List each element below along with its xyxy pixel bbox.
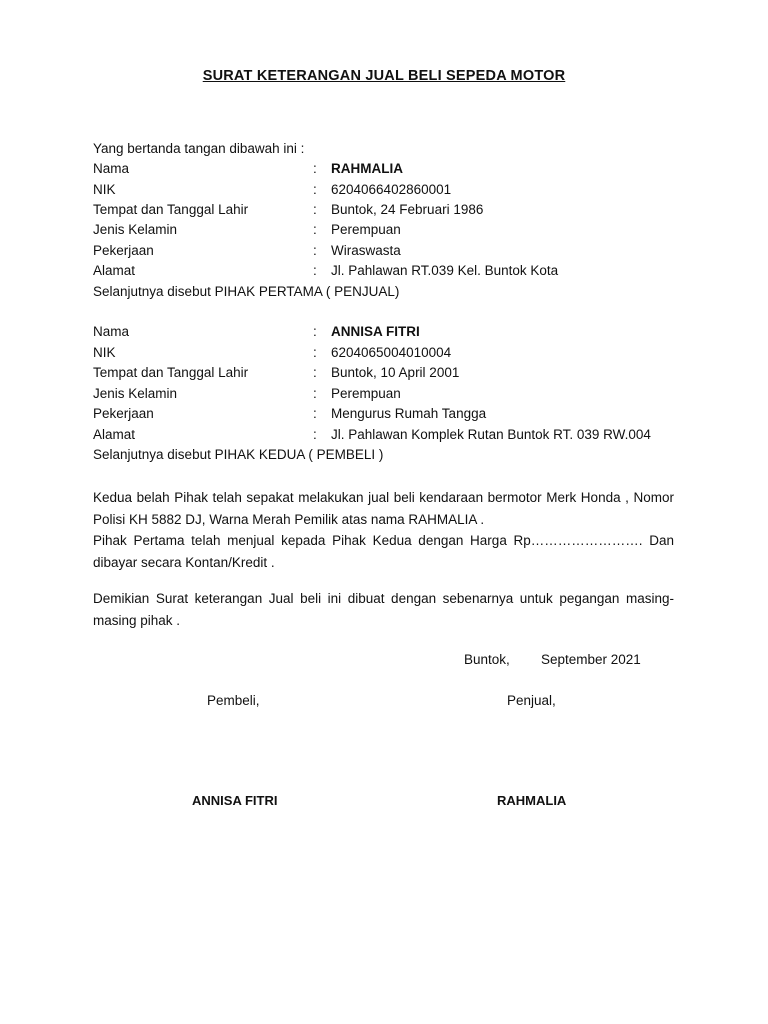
field-colon: :	[313, 161, 317, 176]
field-value: RAHMALIA	[331, 161, 403, 176]
agreement-price-line: Pihak Pertama telah menjual kepada Pihak Kedua dengan Harga Rp……………………. Dan	[93, 533, 674, 548]
field-value: Wiraswasta	[331, 243, 401, 258]
closing-paragraph: Demikian Surat keterangan Jual beli ini dibuat dengan sebenarnya untuk pegangan masing-masing pihak .	[93, 591, 674, 628]
buyer-name: ANNISA FITRI	[192, 793, 278, 808]
field-colon: :	[313, 386, 317, 401]
party2-row-ttl	[93, 363, 683, 383]
field-value: Buntok, 24 Februari 1986	[331, 202, 484, 217]
closing-section	[93, 588, 674, 632]
buyer-signature-label: Pembeli,	[207, 693, 260, 708]
seller-signature-label: Penjual,	[507, 693, 556, 708]
agreement-section	[93, 487, 674, 573]
party1-row-gender	[93, 220, 683, 240]
field-label: Pekerjaan	[93, 243, 154, 258]
field-label: Nama	[93, 324, 130, 339]
field-value: Buntok, 10 April 2001	[331, 365, 460, 380]
date: September 2021	[541, 652, 641, 667]
field-colon: :	[313, 365, 317, 380]
party2-row-nama	[93, 322, 683, 342]
agreement-paragraph: Kedua belah Pihak telah sepakat melakukan jual beli kendaraan bermotor Merk Honda , Nomor Polisi KH 5882 DJ, Warna Merah Pemilik atas nama RAHMALIA .	[93, 490, 674, 527]
field-colon: :	[313, 324, 317, 339]
field-colon: :	[313, 202, 317, 217]
party1-row-address	[93, 261, 683, 281]
field-label: Alamat	[93, 427, 136, 442]
party1-row-ttl	[93, 200, 683, 220]
field-value: 6204066402860001	[331, 182, 452, 197]
party2-row-address	[93, 425, 683, 445]
party1-row-nik	[93, 180, 683, 200]
field-label: Jenis Kelamin	[93, 222, 178, 237]
party1-designation: Selanjutnya disebut PIHAK PERTAMA ( PENJUAL)	[93, 284, 400, 299]
field-colon: :	[313, 406, 317, 421]
field-value: ANNISA FITRI	[331, 324, 420, 339]
party2-row-gender	[93, 384, 683, 404]
field-label: Pekerjaan	[93, 406, 154, 421]
field-label: Nama	[93, 161, 130, 176]
party2-row-nik	[93, 343, 683, 363]
seller-name: RAHMALIA	[497, 793, 567, 808]
field-colon: :	[313, 427, 317, 442]
field-colon: :	[313, 222, 317, 237]
field-label: Alamat	[93, 263, 136, 278]
field-value: 6204065004010004	[331, 345, 452, 360]
party1-row-nama	[93, 159, 683, 179]
party2-row-job	[93, 404, 683, 424]
field-colon: :	[313, 182, 317, 197]
field-label: NIK	[93, 345, 116, 360]
field-value: Jl. Pahlawan RT.039 Kel. Buntok Kota	[331, 263, 559, 278]
field-label: Tempat dan Tanggal Lahir	[93, 365, 249, 380]
field-colon: :	[313, 243, 317, 258]
party2-designation: Selanjutnya disebut PIHAK KEDUA ( PEMBELI )	[93, 447, 384, 462]
place-date	[464, 650, 641, 671]
field-colon: :	[313, 263, 317, 278]
intro-line: Yang bertanda tangan dibawah ini :	[93, 141, 305, 156]
document-title: SURAT KETERANGAN JUAL BELI SEPEDA MOTOR	[202, 68, 566, 84]
field-label: NIK	[93, 182, 116, 197]
field-value: Perempuan	[331, 386, 401, 401]
agreement-payment-line: dibayar secara Kontan/Kredit .	[93, 554, 275, 570]
field-colon: :	[313, 345, 317, 360]
field-value: Mengurus Rumah Tangga	[331, 406, 487, 421]
field-value: Perempuan	[331, 222, 401, 237]
place: Buntok,	[464, 652, 510, 667]
field-label: Jenis Kelamin	[93, 386, 178, 401]
field-label: Tempat dan Tanggal Lahir	[93, 202, 249, 217]
field-value: Jl. Pahlawan Komplek Rutan Buntok RT. 039 RW.004	[331, 427, 651, 442]
party1-row-job	[93, 241, 683, 261]
